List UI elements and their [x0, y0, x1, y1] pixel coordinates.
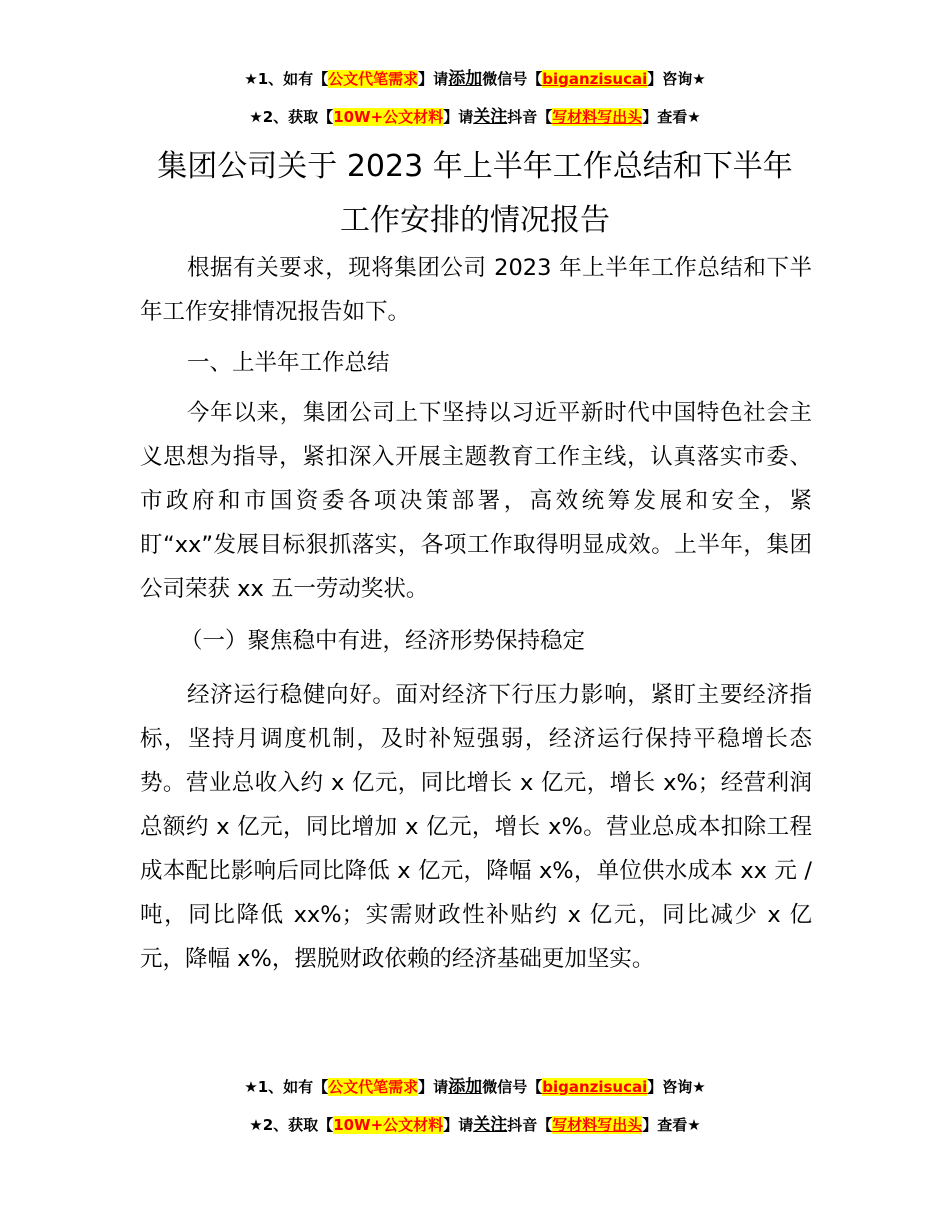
promo-mid: 】请 [443, 108, 474, 126]
promo-mid: 】请 [418, 1078, 449, 1096]
promo-suffix: 】咨询★ [647, 70, 706, 88]
promo-mid: 】请 [418, 70, 449, 88]
promo-highlight-materials: 10W+公文材料 [333, 1116, 444, 1134]
promo-prefix: ★1、如有【 [244, 1078, 329, 1096]
section-paragraph: 今年以来，集团公司上下坚持以习近平新时代中国特色社会主义思想为指导，紧扣深入开展主题教育工作主线，认真落实市委、市政府和市国资委各项决策部署，高效统筹发展和安全，紧盯“xx”发展目标狠抓落实，各项工作取得明显成效。上半年，集团公司荣获 xx 五一劳动奖状。 [140, 400, 812, 602]
promo-mid: 抖音【 [507, 1116, 553, 1134]
title-line-2: 工作安排的情况报告 [340, 203, 610, 238]
promo-emphasis: 关注 [473, 107, 508, 127]
promo-mid: 微信号【 [482, 1078, 543, 1096]
promo-wechat-id: biganzisucai [542, 1078, 648, 1096]
subsection-heading: （一）聚焦稳中有进，经济形势保持稳定 [180, 628, 586, 654]
promo-mid: 】请 [443, 1116, 474, 1134]
promo-emphasis: 关注 [473, 1115, 508, 1135]
subsection-paragraph: 经济运行稳健向好。面对经济下行压力影响，紧盯主要经济指标，坚持月调度机制，及时补短强弱，经济运行保持平稳增长态势。营业总收入约 x 亿元，同比增长 x 亿元，增长 x%；经营利润总额约 x 亿元，同比增加 x 亿元，增长 x%。营业总成本扣除工程成本配比影响后同比降低 x 亿元，降幅 x%，单位供水成本 xx 元 / 吨，同比降低 xx%；实需财政性补贴约 x 亿元，同比减少 x 亿元，降幅 x%，摆脱财政依赖的经济基础更加坚实。 [140, 682, 812, 972]
promo-line-bottom-1 [0, 1076, 950, 1098]
promo-suffix: 】查看★ [642, 1116, 701, 1134]
promo-mid: 微信号【 [482, 70, 543, 88]
promo-douyin-id: 写材料写出头 [552, 1116, 643, 1134]
promo-prefix: ★1、如有【 [244, 70, 329, 88]
promo-line-bottom-2 [0, 1114, 950, 1136]
document-title [120, 140, 830, 248]
title-line-1: 集团公司关于 2023 年上半年工作总结和下半年 [157, 149, 793, 184]
promo-emphasis: 添加 [448, 69, 483, 89]
promo-emphasis: 添加 [448, 1077, 483, 1097]
promo-douyin-id: 写材料写出头 [552, 108, 643, 126]
promo-suffix: 】咨询★ [647, 1078, 706, 1096]
section-heading: 一、上半年工作总结 [187, 350, 390, 376]
promo-highlight-materials: 10W+公文材料 [333, 108, 444, 126]
intro-paragraph: 根据有关要求，现将集团公司 2023 年上半年工作总结和下半年工作安排情况报告如下。 [140, 255, 812, 325]
promo-highlight-service: 公文代笔需求 [328, 1078, 419, 1096]
promo-highlight-service: 公文代笔需求 [328, 70, 419, 88]
promo-line-top-1 [0, 68, 950, 90]
promo-line-top-2 [0, 106, 950, 128]
promo-suffix: 】查看★ [642, 108, 701, 126]
promo-prefix: ★2、获取【 [249, 1116, 334, 1134]
promo-wechat-id: biganzisucai [542, 70, 648, 88]
promo-prefix: ★2、获取【 [249, 108, 334, 126]
promo-mid: 抖音【 [507, 108, 553, 126]
